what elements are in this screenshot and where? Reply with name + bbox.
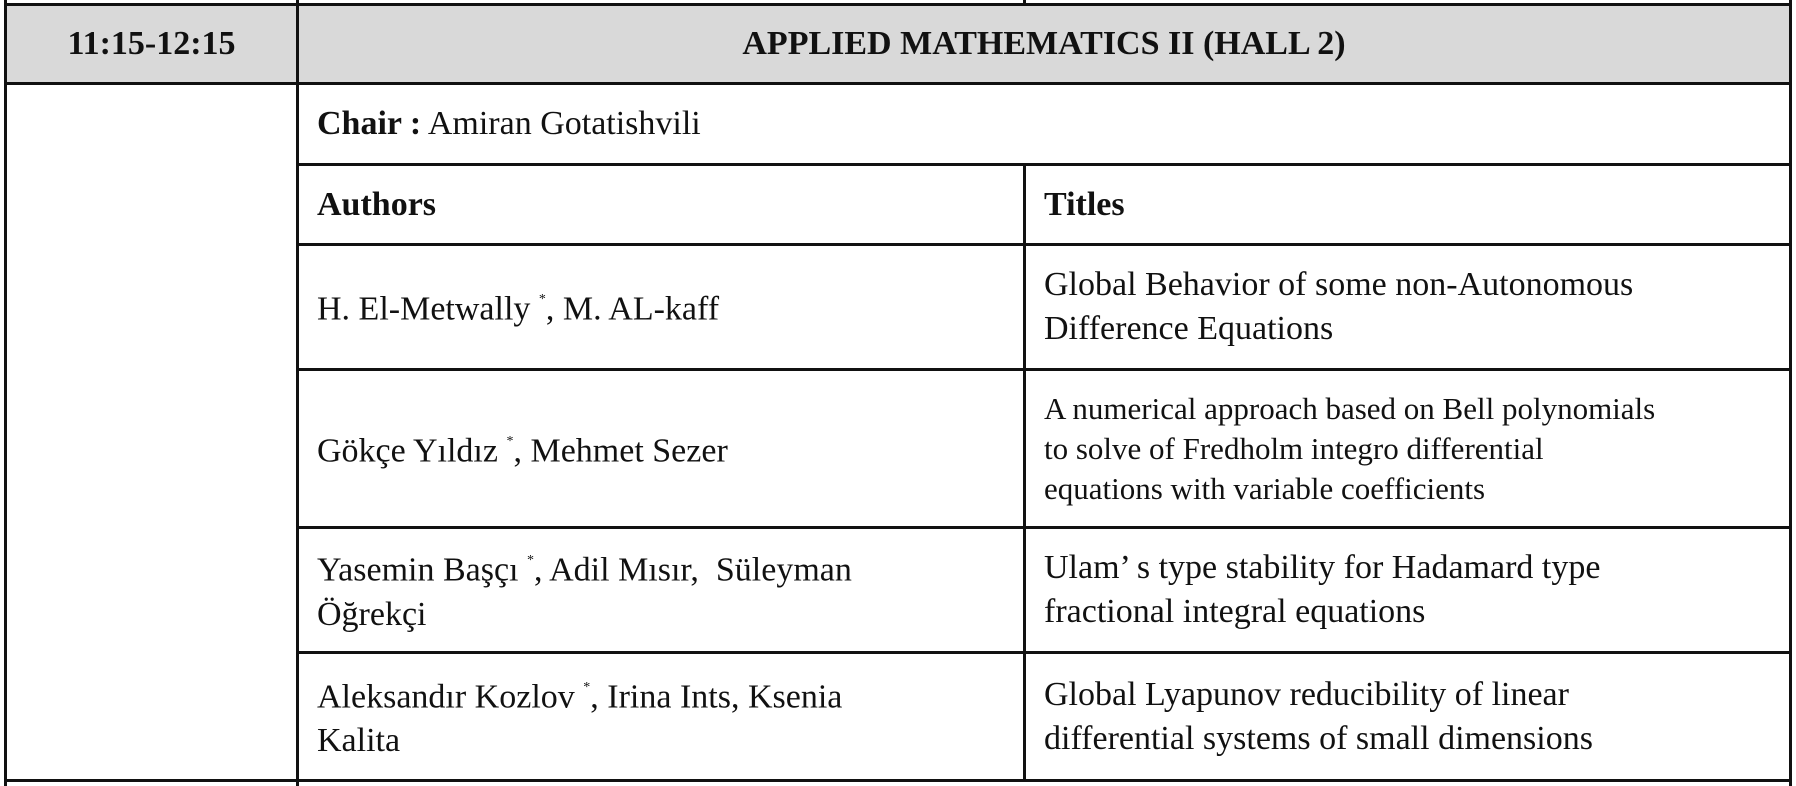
table-row-4-authors <box>299 654 1023 779</box>
author-name: Gökçe Yıldız <box>317 432 498 470</box>
coauthors-continued: Kalita <box>317 722 401 760</box>
title-line: Difference Equations <box>1044 310 1334 347</box>
coauthors: , M. AL-kaff <box>545 290 720 328</box>
table-row-3-title <box>1026 529 1789 651</box>
column-header-authors: Authors <box>317 185 437 223</box>
session-time: 11:15-12:15 <box>67 25 236 62</box>
author-name: Yasemin Başçı <box>317 551 519 589</box>
title-line: differential systems of small dimensions <box>1044 719 1593 757</box>
title-line: Ulam’ s type stability for Hadamard type <box>1044 549 1601 586</box>
table-row-2-title <box>1026 371 1789 526</box>
chair-name: Amiran Gotatishvili <box>421 105 701 142</box>
presenter-marker: * <box>527 553 534 569</box>
author-name: H. El-Metwally <box>317 290 531 328</box>
table-row-1-authors <box>299 246 1023 368</box>
title-line: fractional integral equations <box>1044 593 1426 630</box>
coauthors: , Irina Ints, Ksenia <box>590 678 843 716</box>
author-name: Aleksandır Kozlov <box>317 678 575 716</box>
coauthors: , Mehmet Sezer <box>513 432 728 470</box>
coauthors: , Adil Mısır, Süleyman <box>534 551 852 589</box>
presenter-marker: * <box>538 292 546 308</box>
title-line: Global Lyapunov reducibility of linear <box>1044 675 1569 713</box>
table-row-1-title <box>1026 246 1789 368</box>
chair-label: Chair : <box>317 105 422 142</box>
coauthors-continued: Öğrekçi <box>317 595 427 633</box>
table-row-2-authors <box>299 371 1023 526</box>
title-line: equations with variable coefficients <box>1044 470 1486 506</box>
session-title: APPLIED MATHEMATICS II (HALL 2) <box>742 25 1346 62</box>
title-line: Global Behavior of some non-Autonomous <box>1044 266 1634 303</box>
chair-cell <box>299 85 1789 163</box>
rule-right <box>1789 0 1792 786</box>
title-line: A numerical approach based on Bell polynomials <box>1044 390 1656 426</box>
column-header-titles: Titles <box>1044 185 1125 223</box>
rule-left <box>4 0 7 786</box>
presenter-marker: * <box>583 679 591 695</box>
presenter-marker: * <box>506 433 514 449</box>
table-row-4-title <box>1026 654 1789 779</box>
title-line: to solve of Fredholm integro differential <box>1044 430 1544 466</box>
table-row-3-authors <box>299 529 1023 651</box>
rule-bottom <box>4 779 1792 782</box>
